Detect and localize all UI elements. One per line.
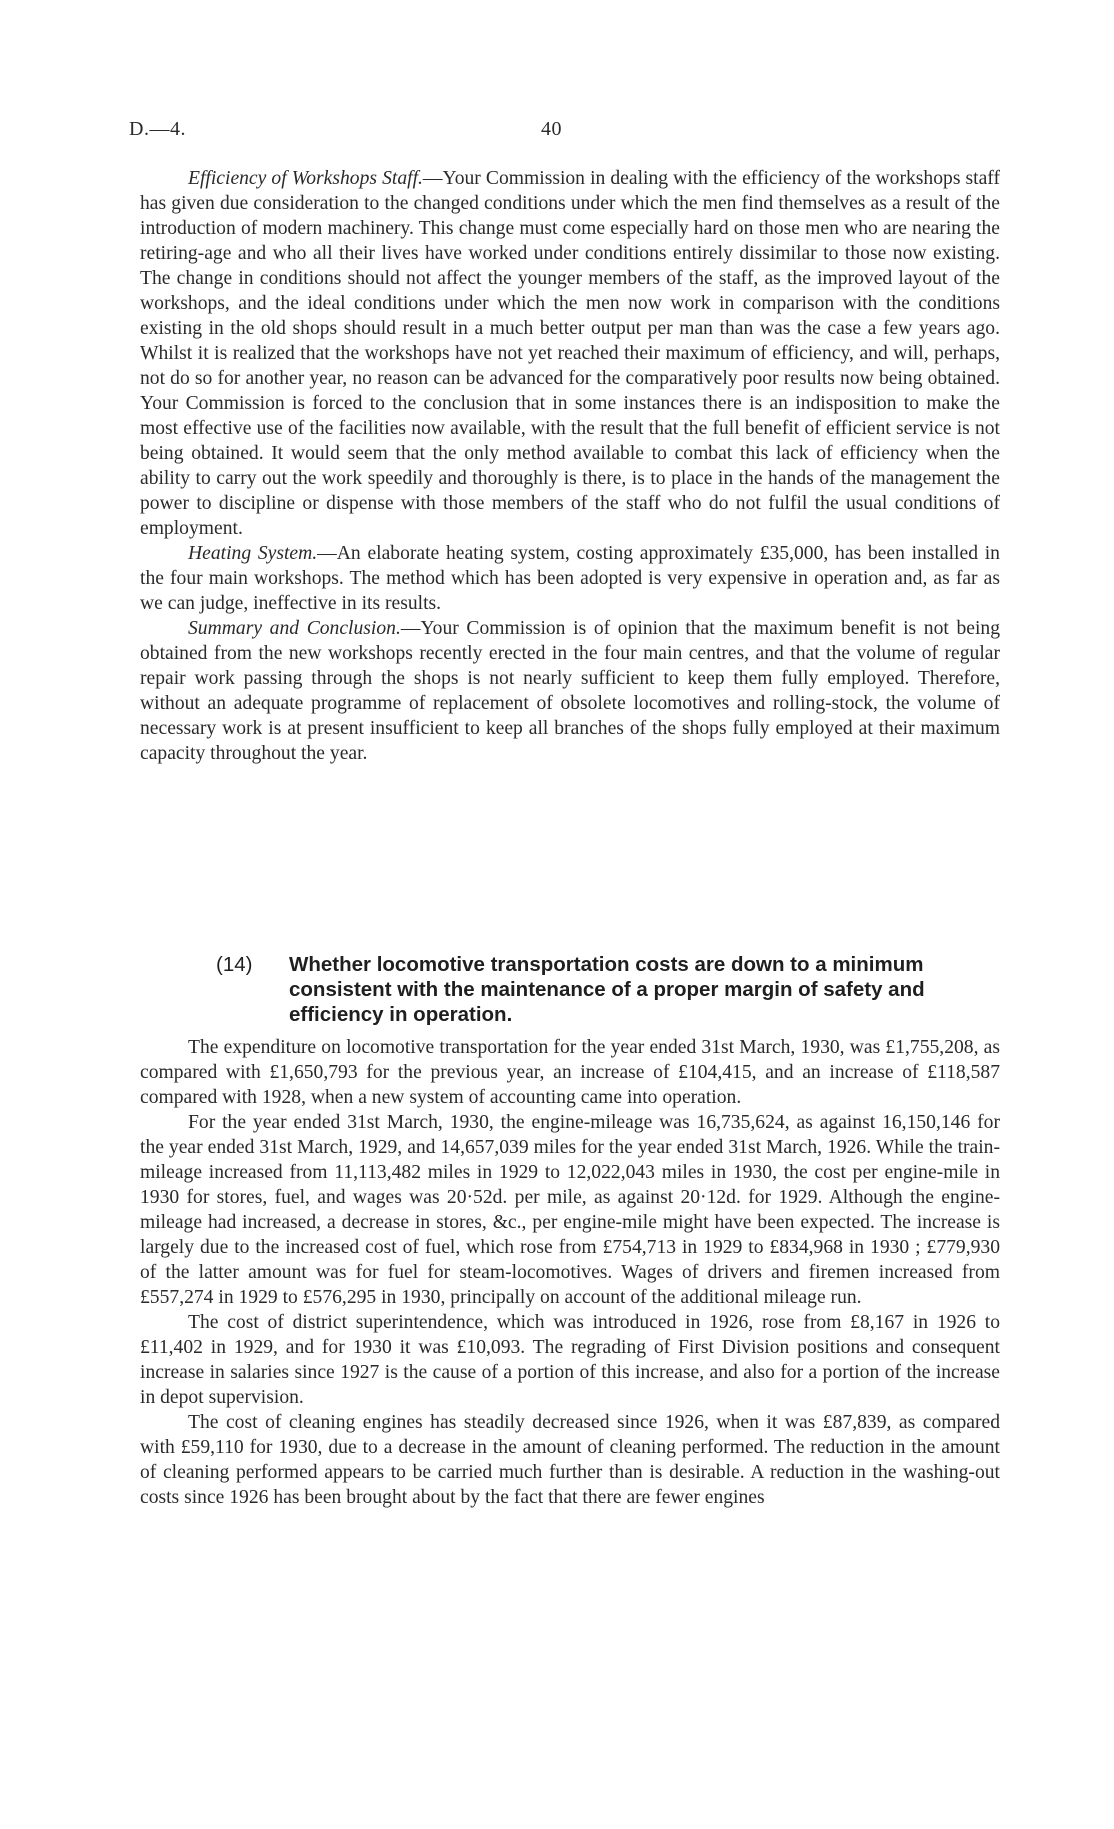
paragraph-efficiency [140,166,1000,541]
section-title: Whether locomotive transportation costs are down to a minimum consistent with the maintenance of a proper margin of safety and efficiency in operation. [289,953,925,1026]
paragraph-summary [140,616,1000,766]
body-text-bottom [140,1035,1000,1510]
section-heading [216,952,1004,1027]
paragraph-title: Efficiency of Workshops Staff. [188,168,423,189]
document-reference: D.—4. [129,118,186,140]
paragraph-title: Summary and Conclusion. [188,618,401,639]
paragraph-text: —Your Commission in dealing with the efficiency of the workshops staff has given due consideration to the changed conditions under which the men find themselves as a result of the introduction of modern machinery. This change must come especially hard on those men who are nearing the retiring-age and who all their lives have worked under conditions entirely dissimilar to those now existing. The change in conditions should not affect the younger members of the staff, as the improved layout of the workshops, and the ideal conditions under which the men now work in comparison with the conditions existing in the old shops should result in a much better output per man than was the case a few years ago. Whilst it is realized that the workshops have not yet reached their maximum of efficiency, and will, perhaps, not do so for another year, no reason can be advanced for the comparatively poor results now being obtained. Your Commission is forced to the conclusion that in some instances there is an indisposition to make the most effective use of the facilities now available, with the result that the full benefit of efficient service is not being obtained. It would seem that the only method available to combat this lack of efficiency when the ability to carry out the work speedily and thoroughly is there, is to place in the hands of the management the power to discipline or dispense with those members of the staff who do not fulfil the usual conditions of employment. [140,168,1000,539]
body-text-top [140,166,1000,766]
section-number: (14) [216,953,253,976]
paragraph-superintendence: The cost of district superintendence, which was introduced in 1926, rose from £8,167 in 1926 to £11,402 in 1929, and for 1930 it was £10,093. The regrading of First Division positions and consequent increase in salaries since 1927 is the cause of a portion of this increase, and also for a portion of the increase in depot supervision. [140,1312,1000,1408]
paragraph-text: —An elaborate heating system, costing approximately £35,000, has been installed in the four main workshops. The method which has been adopted is very expensive in operation and, as far as we can judge, ineffective in its results. [140,543,1000,614]
paragraph-engine-mileage: For the year ended 31st March, 1930, the engine-mileage was 16,735,624, as against 16,150,146 for the year ended 31st March, 1929, and 14,657,039 miles for the year ended 31st March, 1926. While the train-mileage increased from 11,113,482 miles in 1929 to 12,022,043 miles in 1930, the cost per engine-mile in 1930 for stores, fuel, and wages was 20·52d. per mile, as against 20·12d. for 1929. Although the engine-mileage had increased, a decrease in stores, &c., per engine-mile might have been expected. The increase is largely due to the increased cost of fuel, which rose from £754,713 in 1929 to £834,968 in 1930 ; £779,930 of the latter amount was for fuel for steam-locomotives. Wages of drivers and firemen increased from £557,274 in 1929 to £576,295 in 1930, principally on account of the additional mileage run. [140,1112,1000,1308]
paragraph-heating [140,541,1000,616]
paragraph-text: —Your Commission is of opinion that the maximum benefit is not being obtained from the new workshops recently erected in the four main centres, and that the volume of regular repair work passing through the shops is not nearly sufficient to keep them fully employed. Therefore, without an adequate programme of replacement of obsolete locomotives and rolling-stock, the volume of necessary work is at present insufficient to keep all branches of the shops fully employed at their maximum capacity throughout the year. [140,618,1000,764]
paragraph-cleaning: The cost of cleaning engines has steadily decreased since 1926, when it was £87,839, as compared with £59,110 for 1930, due to a decrease in the amount of cleaning performed. The reduction in the amount of cleaning performed appears to be carried much further than is desirable. A reduction in the washing-out costs since 1926 has been brought about by the fact that there are fewer engines [140,1412,1000,1508]
paragraph-title: Heating System. [188,543,318,564]
paragraph-expenditure: The expenditure on locomotive transportation for the year ended 31st March, 1930, was £1,755,208, as compared with £1,650,793 for the previous year, an increase of £104,415, and an increase of £118,587 compared with 1928, when a new system of accounting came into operation. [140,1037,1000,1108]
page-number: 40 [541,118,562,140]
